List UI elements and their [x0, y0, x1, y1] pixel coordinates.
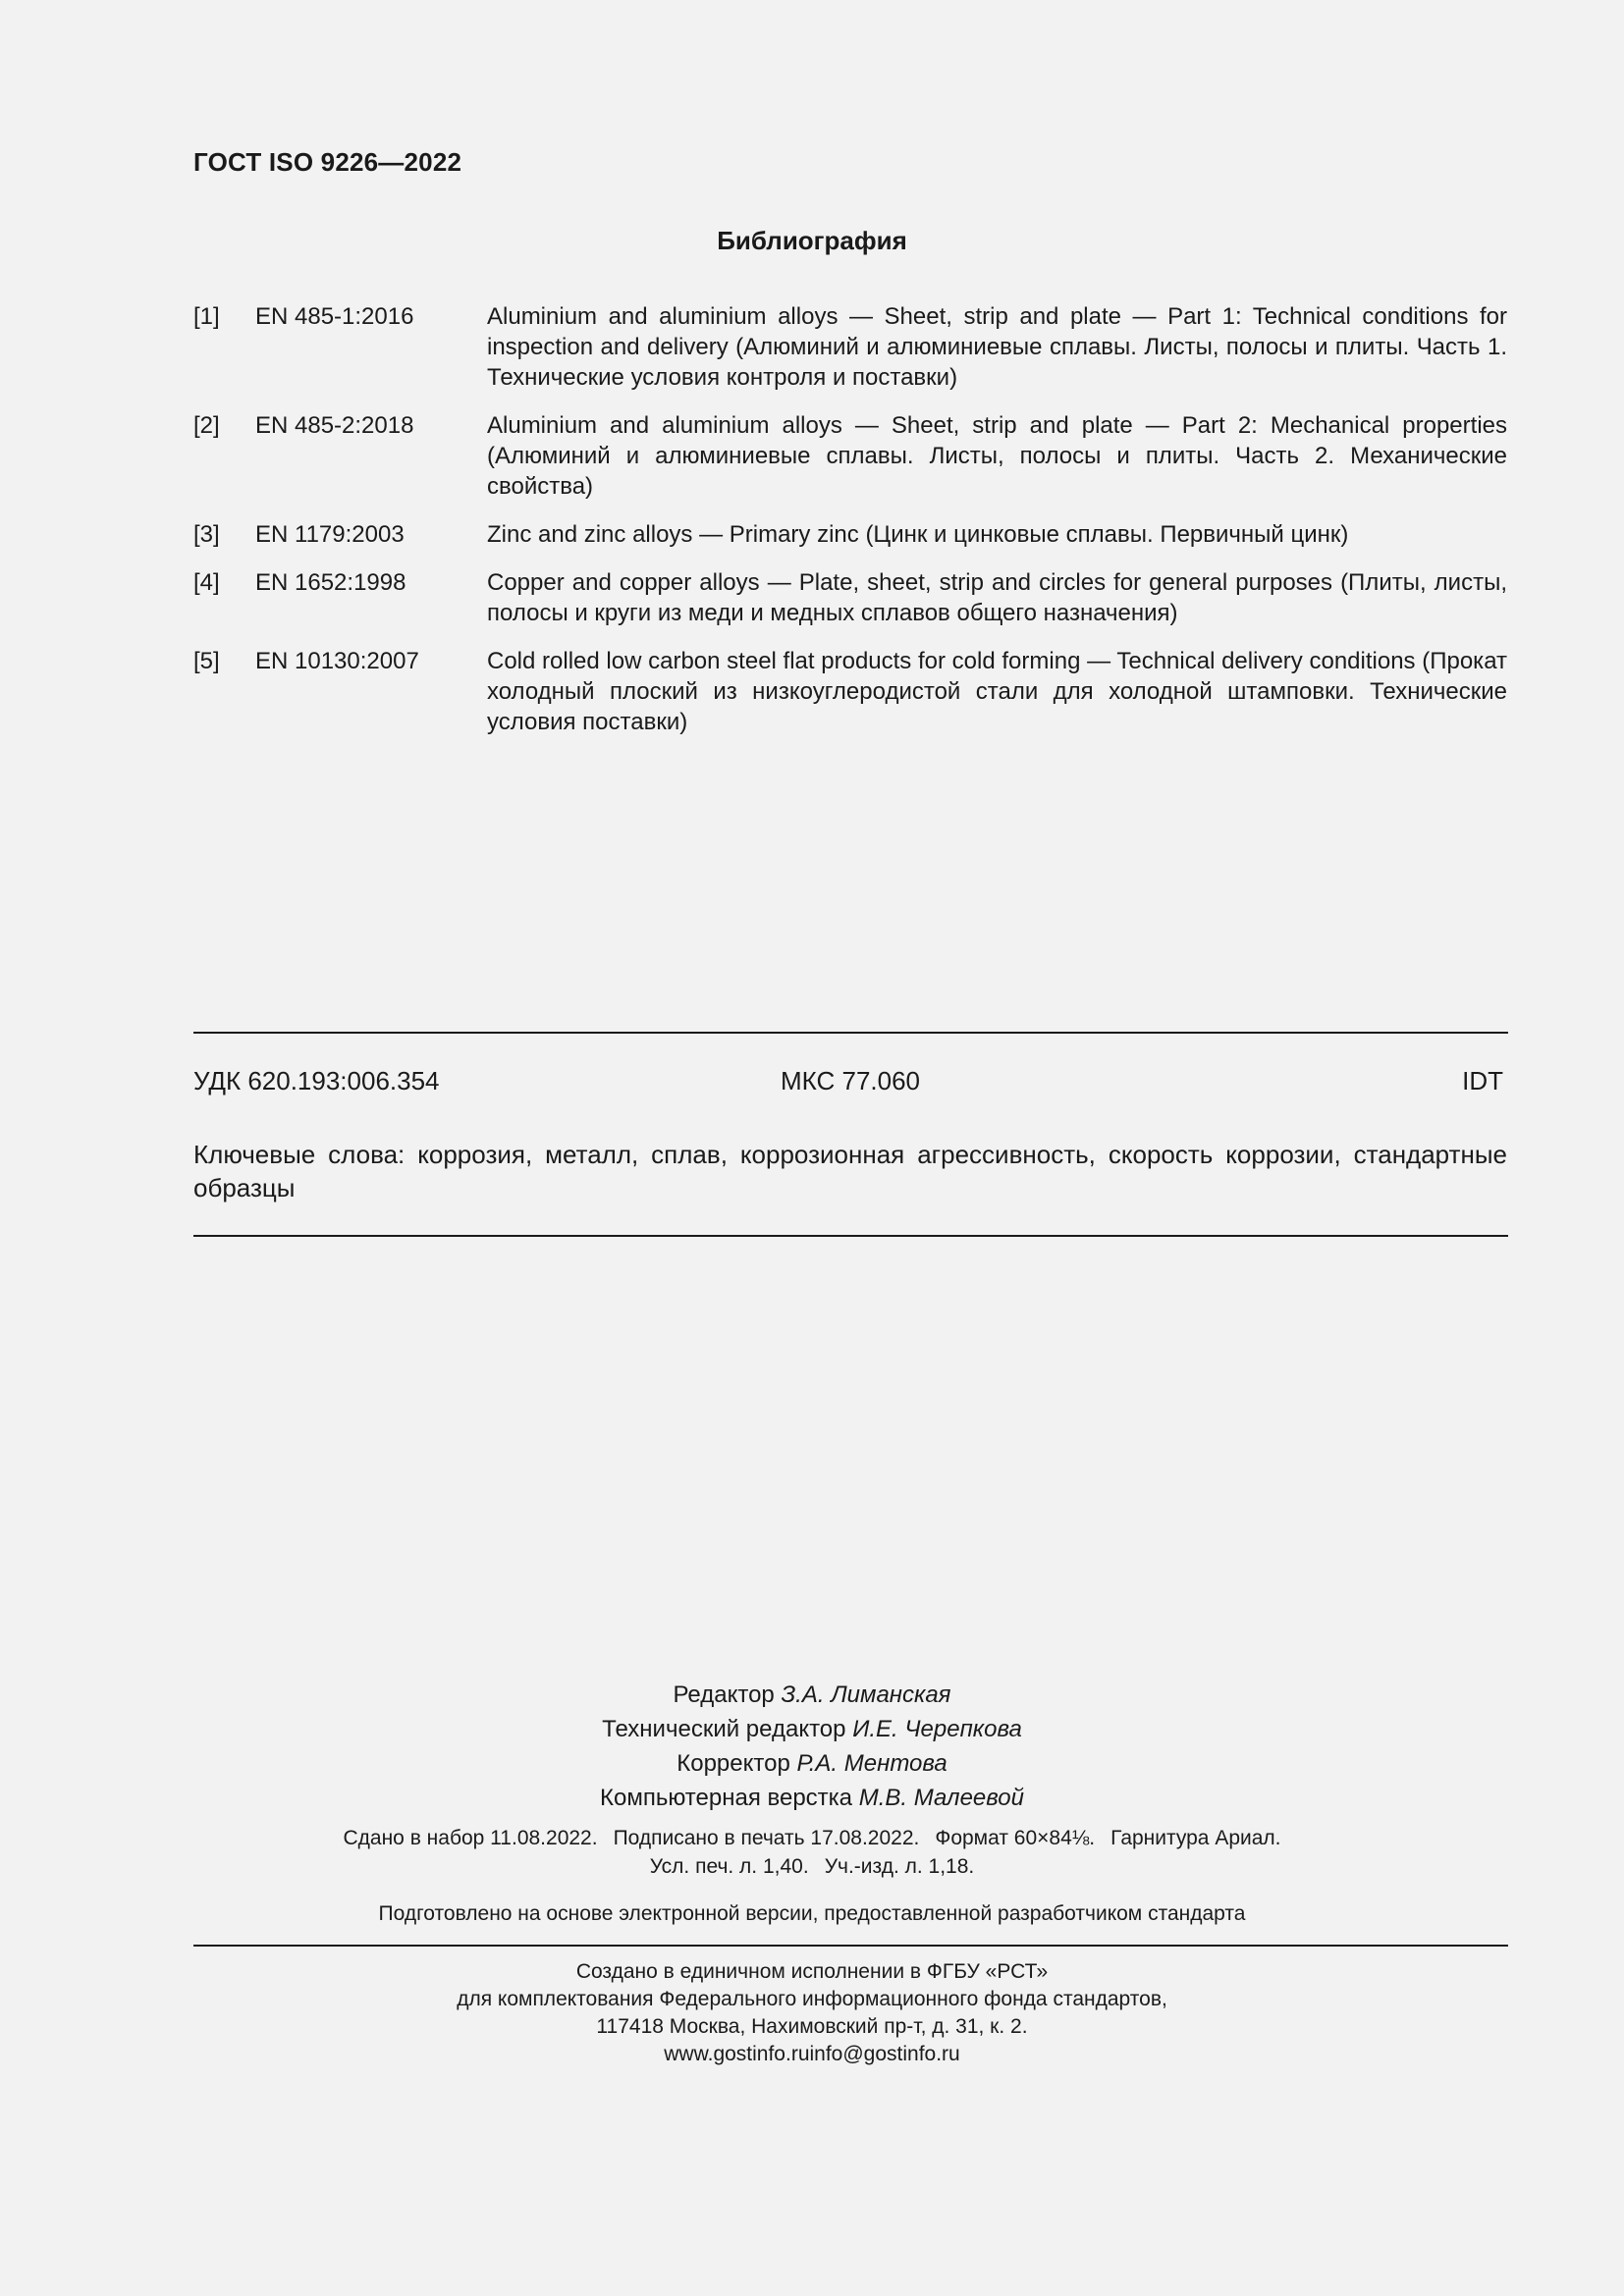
- footer-divider: [193, 1945, 1508, 1947]
- entry-title: Copper and copper alloys — Plate, sheet, strip and circles for general purposes (Плиты, листы, полосы и круги из меди и медных сплавов общего назначения): [487, 569, 1507, 626]
- entry-code: EN 485-2:2018: [255, 412, 414, 439]
- created-line-3: 117418 Москва, Нахимовский пр-т, д. 31, к. 2.: [596, 2015, 1028, 2038]
- bibliography-entry: [193, 519, 1507, 550]
- credit-role: Технический редактор: [602, 1716, 846, 1742]
- submitted-date: Сдано в набор 11.08.2022.: [343, 1827, 598, 1849]
- created-line-1: Создано в единичном исполнении в ФГБУ «РСТ»: [575, 1960, 1049, 1983]
- credit-name: И.Е. Черепкова: [852, 1716, 1022, 1742]
- prepared-note: Подготовлено на основе электронной версии, предоставленной разработчиком стандарта: [378, 1902, 1246, 1925]
- created-line-2: для комплектования Федерального информационного фонда стандартов,: [457, 1988, 1167, 2010]
- credit-layout: [0, 1781, 1624, 1815]
- udk-code: УДК 620.193:006.354: [193, 1066, 440, 1095]
- bibliography-entry: [193, 301, 1507, 393]
- bibliography-entry: [193, 567, 1507, 628]
- credits-block: [0, 1678, 1624, 1815]
- credit-name: З.А. Лиманская: [781, 1682, 951, 1708]
- bottom-divider: [193, 1235, 1508, 1237]
- created-block: [0, 1958, 1624, 2068]
- credit-name: М.В. Малеевой: [858, 1785, 1024, 1811]
- credit-name: Р.А. Ментова: [796, 1750, 947, 1777]
- bibliography-entry: [193, 646, 1507, 737]
- mks-code: МКС 77.060: [780, 1066, 921, 1095]
- credit-role: Редактор: [673, 1682, 775, 1708]
- credit-editor: [0, 1678, 1624, 1712]
- edit-sheets: Уч.-изд. л. 1,18.: [824, 1855, 975, 1878]
- credit-role: Корректор: [677, 1750, 790, 1777]
- website-link[interactable]: www.gostinfo.ru: [664, 2043, 810, 2065]
- bibliography-list: [193, 301, 1507, 755]
- classification-row: [193, 1066, 1507, 1099]
- entry-title: Cold rolled low carbon steel flat products for cold forming — Technical delivery conditions (Прокат холодный плоский из низкоуглеродистой стали для холодной штамповки. Технические условия поставки): [487, 648, 1507, 735]
- entry-title: Aluminium and aluminium alloys — Sheet, strip and plate — Part 1: Technical conditions for inspection and delivery (Алюминий и алюминиевые сплавы. Листы, полосы и плиты. Часть 1. Технические условия контроля и поставки): [487, 303, 1507, 391]
- entry-code: EN 485-1:2016: [255, 303, 414, 330]
- entry-number: [4]: [193, 569, 220, 596]
- typeface: Гарнитура Ариал.: [1110, 1827, 1281, 1849]
- print-info: [0, 1824, 1624, 1881]
- entry-number: [3]: [193, 521, 220, 548]
- signed-date: Подписано в печать 17.08.2022.: [613, 1827, 920, 1849]
- top-divider: [193, 1032, 1508, 1034]
- email-link[interactable]: info@gostinfo.ru: [809, 2043, 960, 2065]
- print-sheets: Усл. печ. л. 1,40.: [649, 1855, 809, 1878]
- entry-code: EN 10130:2007: [255, 648, 419, 674]
- print-info-line-2: [0, 1852, 1624, 1881]
- entry-title: Aluminium and aluminium alloys — Sheet, strip and plate — Part 2: Mechanical properties (Алюминий и алюминиевые сплавы. Листы, полосы и плиты. Часть 2. Механические свойства): [487, 412, 1507, 500]
- credit-proofreader: [0, 1746, 1624, 1781]
- print-format: Формат 60×84⅛.: [935, 1827, 1096, 1849]
- entry-number: [1]: [193, 303, 220, 330]
- credit-technical-editor: [0, 1712, 1624, 1746]
- print-info-line-1: [0, 1824, 1624, 1852]
- document-code: ГОСТ ISO 9226—2022: [193, 147, 462, 177]
- contact-line: [0, 2041, 1624, 2068]
- bibliography-title: Библиография: [717, 226, 907, 255]
- entry-number: [2]: [193, 412, 220, 439]
- bibliography-entry: [193, 410, 1507, 502]
- entry-code: EN 1179:2003: [255, 521, 405, 548]
- entry-number: [5]: [193, 648, 220, 674]
- entry-title: Zinc and zinc alloys — Primary zinc (Цинк и цинковые сплавы. Первичный цинк): [487, 521, 1349, 548]
- credit-role: Компьютерная верстка: [600, 1785, 853, 1811]
- entry-code: EN 1652:1998: [255, 569, 406, 596]
- idt-label: IDT: [1462, 1066, 1503, 1095]
- keywords: Ключевые слова: коррозия, металл, сплав, коррозионная агрессивность, скорость коррозии, стандартные образцы: [193, 1140, 1507, 1202]
